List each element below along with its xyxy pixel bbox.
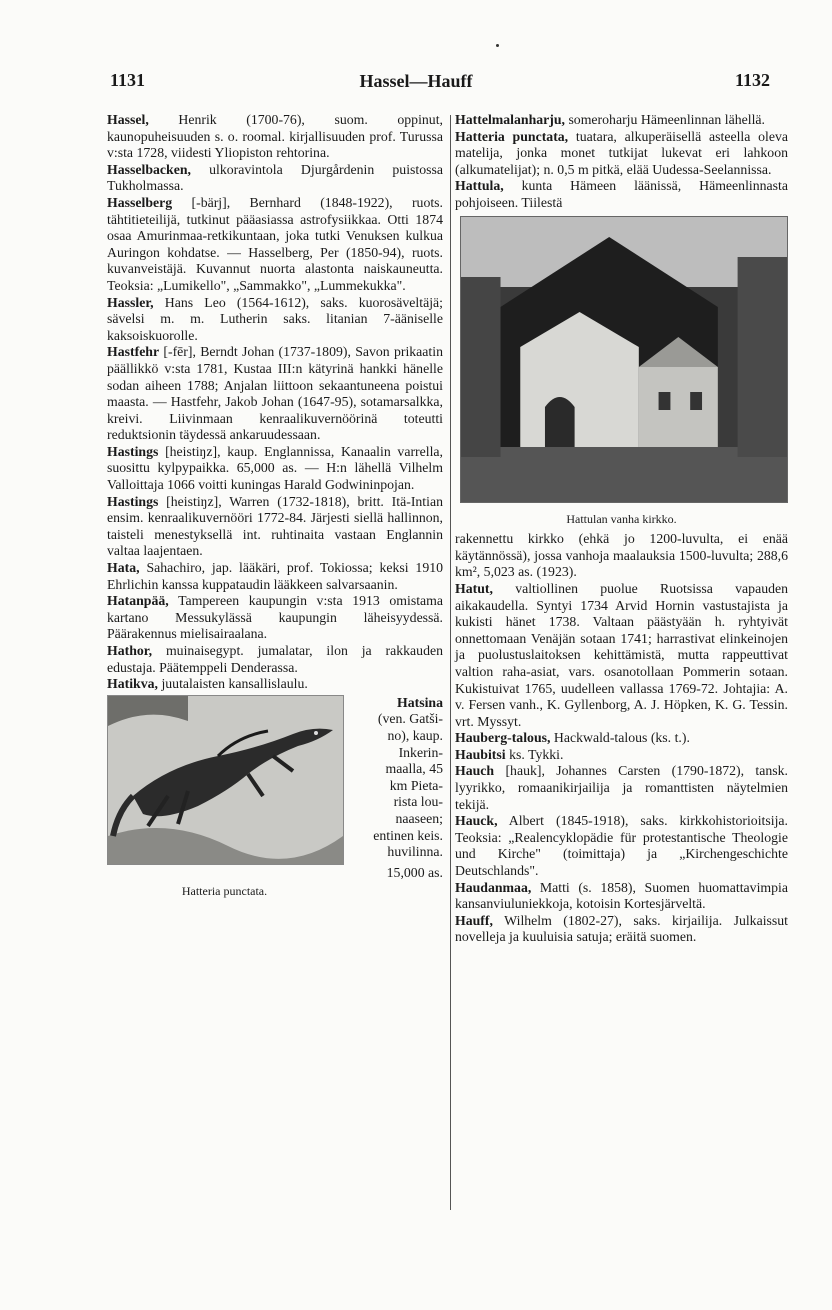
church-caption: Hattulan vanha kirkko. (566, 511, 677, 526)
entry-headword: Hasselberg (107, 194, 173, 210)
dictionary-entry (455, 913, 788, 946)
left-column (107, 112, 443, 905)
running-title: Hassel—Hauff (359, 71, 473, 91)
entry-text: Sahachiro, jap. lääkäri, prof. Tokiossa; keksi 1910 Ehrlichin kanssa kuppataudin lääkkeen salvarsaanin. (107, 560, 444, 592)
entry-headword: Hassel, (107, 112, 149, 127)
dictionary-entry (455, 747, 788, 764)
church-photo (460, 216, 788, 503)
entry-headword: Hattelmalanharju, (455, 112, 565, 127)
hatsina-line: entinen keis. (373, 827, 443, 843)
dictionary-entry (455, 129, 788, 179)
column-divider (450, 115, 451, 1210)
entry-headword: Hauberg-talous, (455, 730, 551, 746)
dictionary-entry (107, 643, 443, 676)
hatsina-line: km Pieta- (389, 777, 443, 793)
tuatara-caption: Hatteria punctata. (181, 883, 268, 898)
dictionary-entry (455, 813, 788, 879)
dictionary-entry (455, 763, 788, 813)
hatsina-block (107, 695, 443, 905)
entry-headword: Hastfehr (107, 344, 160, 360)
left-page-number: 1131 (110, 70, 146, 90)
entry-text: Matti (s. 1858), Suomen huomattavimpia kansanviuluniekkoja, kotoisin Kortesjärveltä. (455, 879, 788, 912)
dictionary-entry (455, 730, 788, 747)
entry-headword: Hastings (107, 443, 159, 459)
entry-headword: Hauch (455, 763, 495, 779)
hatsina-headword: Hatsina (397, 694, 443, 710)
entry-text: [-bärj], Bernhard (1848-1922), ruots. tähtitieteilijä, tutkinut pääasiassa astrofysiikkaa. Otti 1874 osaa Amurinmaa-retkikuntaan, joka tutki Venuksen kulkua Auringon kohdatse. — Hasselberg, Per (1850-94), ruots. kuvanveistäjä. Kuvannut nuorta alastonta naiskauneutta. Teoksia: „Lumikello", „Sammakko", „Lummekukka". (107, 194, 443, 293)
entry-headword: Hatikva, (107, 676, 158, 692)
entry-text: tuatara, alkuperäisellä asteella oleva matelija, jonka monet tutkijat lukevat eri lahkoon (alkumatelijat); n. 0,5 m pitkä, elää Uudessa-Seelannissa. (455, 128, 789, 177)
entry-headword: Hastings (107, 493, 159, 509)
dictionary-entry (107, 593, 443, 643)
dictionary-entry (455, 112, 788, 129)
dictionary-entry (107, 494, 443, 560)
entry-text: kunta Hämeen läänissä, Hämeenlinnasta pohjoiseen. Tiilestä (455, 178, 788, 210)
entry-text: [hauk], Johannes Carsten (1790-1872), tansk. lyyrikko, romaanikirjailija ja romanttisten näytelmien tekijä. (455, 763, 788, 812)
entry-text: Hans Leo (1564-1612), saks. kuorosäveltäjä; sävelsi m. m. Lutherin saks. litanian 7-ääniselle kaksoiskuorolle. (107, 294, 444, 343)
entry-text: juutalaisten kansallislaulu. (161, 676, 308, 692)
entry-text: Hackwald-talous (ks. t.). (553, 730, 690, 746)
entry-headword: Hauck, (455, 813, 498, 829)
entry-headword: Hata, (107, 560, 140, 576)
hatsina-line: naaseen; (395, 810, 443, 826)
entry-text: someroharju Hämeenlinnan lähellä. (568, 112, 765, 127)
entry-text: Tampereen kaupungin v:sta 1913 omistama kartano Messukylässä kaupungin läheisyydessä. Päärakennus mielisairaalana. (107, 593, 444, 642)
hatsina-population: 15,000 as. (386, 864, 443, 880)
dictionary-entry (107, 162, 443, 195)
dictionary-entry (455, 178, 788, 211)
entry-headword: Hatanpää, (107, 593, 169, 609)
entry-text: [heistiŋz], Warren (1732-1818), britt. Itä-Intian ensim. kenraalikuvernööri 1772-84. Järjesti siellä hallinnon, taisteli menestyksellä int. ruhtinaita vastaan Englannin valtaa laajentaen. (107, 493, 444, 559)
entry-headword: Hatteria punctata, (455, 128, 569, 144)
right-page-number: 1132 (735, 70, 771, 90)
hatsina-line: maalla, 45 (385, 761, 443, 777)
print-dot (496, 44, 499, 47)
right-column (455, 112, 788, 946)
dictionary-entry (455, 581, 788, 730)
hatsina-entry (349, 695, 443, 861)
entry-headword: Hattula, (455, 178, 504, 194)
dictionary-entry (455, 531, 788, 581)
entry-text: valtiollinen puolue Ruotsissa vapauden aikakaudella. Syntyi 1734 Arvid Hornin vastustajista ja kukisti hänet 1738. Valtaan päästyään h. ryhtyivät onnettomaan Venäjän sotaan 1741; harrastivat elinkeinojen ja puolustuslaitoksen kehittämistä, mutta rappeuttivat valtion raha-asiat, vars. osanotollaan Pommerin sotaan. Kukistuivat 1765, uudelleen vallassa 1769-72. Johtajia: A. v. Fersen vanh., K. Gyllenborg, A. J. Höpken, K. G. Tessin. vrt. Myssyt. (455, 580, 789, 729)
entry-headword: Hathor, (107, 643, 153, 658)
entry-text: Henrik (1700-76), suom. oppinut, kaunopuheisuuden s. o. roomal. kirjallisuuden prof. Turussa v:sta 1728, viidesti Yliopiston rehtorina. (107, 112, 443, 161)
entry-text: rakennettu kirkko (ehkä jo 1200-luvulta, ei enää käytännössä), jossa vanhoja maalauksia 1500-luvulta; 288,6 km², 5,023 as. (1923). (455, 531, 788, 580)
entry-text: ks. Tykki. (509, 746, 564, 762)
entry-text: Wilhelm (1802-27), saks. kirjailija. Julkaissut novelleja ja kuuluisia satuja; eräitä suomen. (455, 912, 789, 945)
entry-headword: Haudanmaa, (455, 879, 532, 895)
hatsina-line: (ven. Gatši- (377, 711, 443, 727)
dictionary-entry (107, 295, 443, 345)
entry-headword: Hassler, (107, 294, 154, 310)
entry-headword: Haubitsi (455, 746, 506, 762)
entry-headword: Hasselbacken, (107, 161, 191, 177)
entry-headword: Hauff, (455, 912, 493, 928)
entry-text: [-fēr], Berndt Johan (1737-1809), Savon prikaatin päällikkö v:sta 1781, Kustaa III:n kätyrinä hankki hänelle sodan aiheen 1788; Anjalan liittoon sekaantuneena poistui maasta. — Hastfehr, Jakob Johan (1647-95), sotamarsalkka, kreivi. Liivinmaan kenraalikuvernöörinä toteutti reduktsionin täydessä ankaruudessaan. (107, 344, 443, 443)
dictionary-entry (455, 880, 788, 913)
entry-text: ulkoravintola Djurgårdenin puistossa Tukholmassa. (107, 161, 444, 194)
entry-text: muinaisegypt. jumalatar, ilon ja rakkauden edustaja. Päätemppeli Denderassa. (107, 643, 443, 675)
dictionary-entry (107, 676, 443, 693)
hatsina-line: Inkerin- (398, 744, 443, 760)
dictionary-entry (107, 560, 443, 593)
dictionary-entry (107, 195, 443, 295)
dictionary-entry (107, 444, 443, 494)
dictionary-entry (107, 344, 443, 444)
tuatara-illustration (107, 695, 344, 865)
hatsina-line: rista lou- (393, 794, 443, 810)
entry-headword: Hatut, (455, 580, 493, 596)
dictionary-entry (107, 112, 443, 162)
hatsina-line: no), kaup. (387, 727, 443, 743)
entry-text: [heistiŋz], kaup. Englannissa, Kanaalin varrella, suosittu kylpypaikka. 65,000 as. — H:n lähellä Vilhelm Valloittaja 1066 voitti kuningas Harald Godwininpojan. (107, 443, 444, 493)
hatsina-line: huvilinna. (387, 844, 443, 860)
entry-text: Albert (1845-1918), saks. kirkkohistorioitsija. Teoksia: „Realencyklopädie für protestantische Theologie und Kirche" (toimittaja) ja „Kirchengeschichte Deutschlands". (455, 813, 788, 879)
